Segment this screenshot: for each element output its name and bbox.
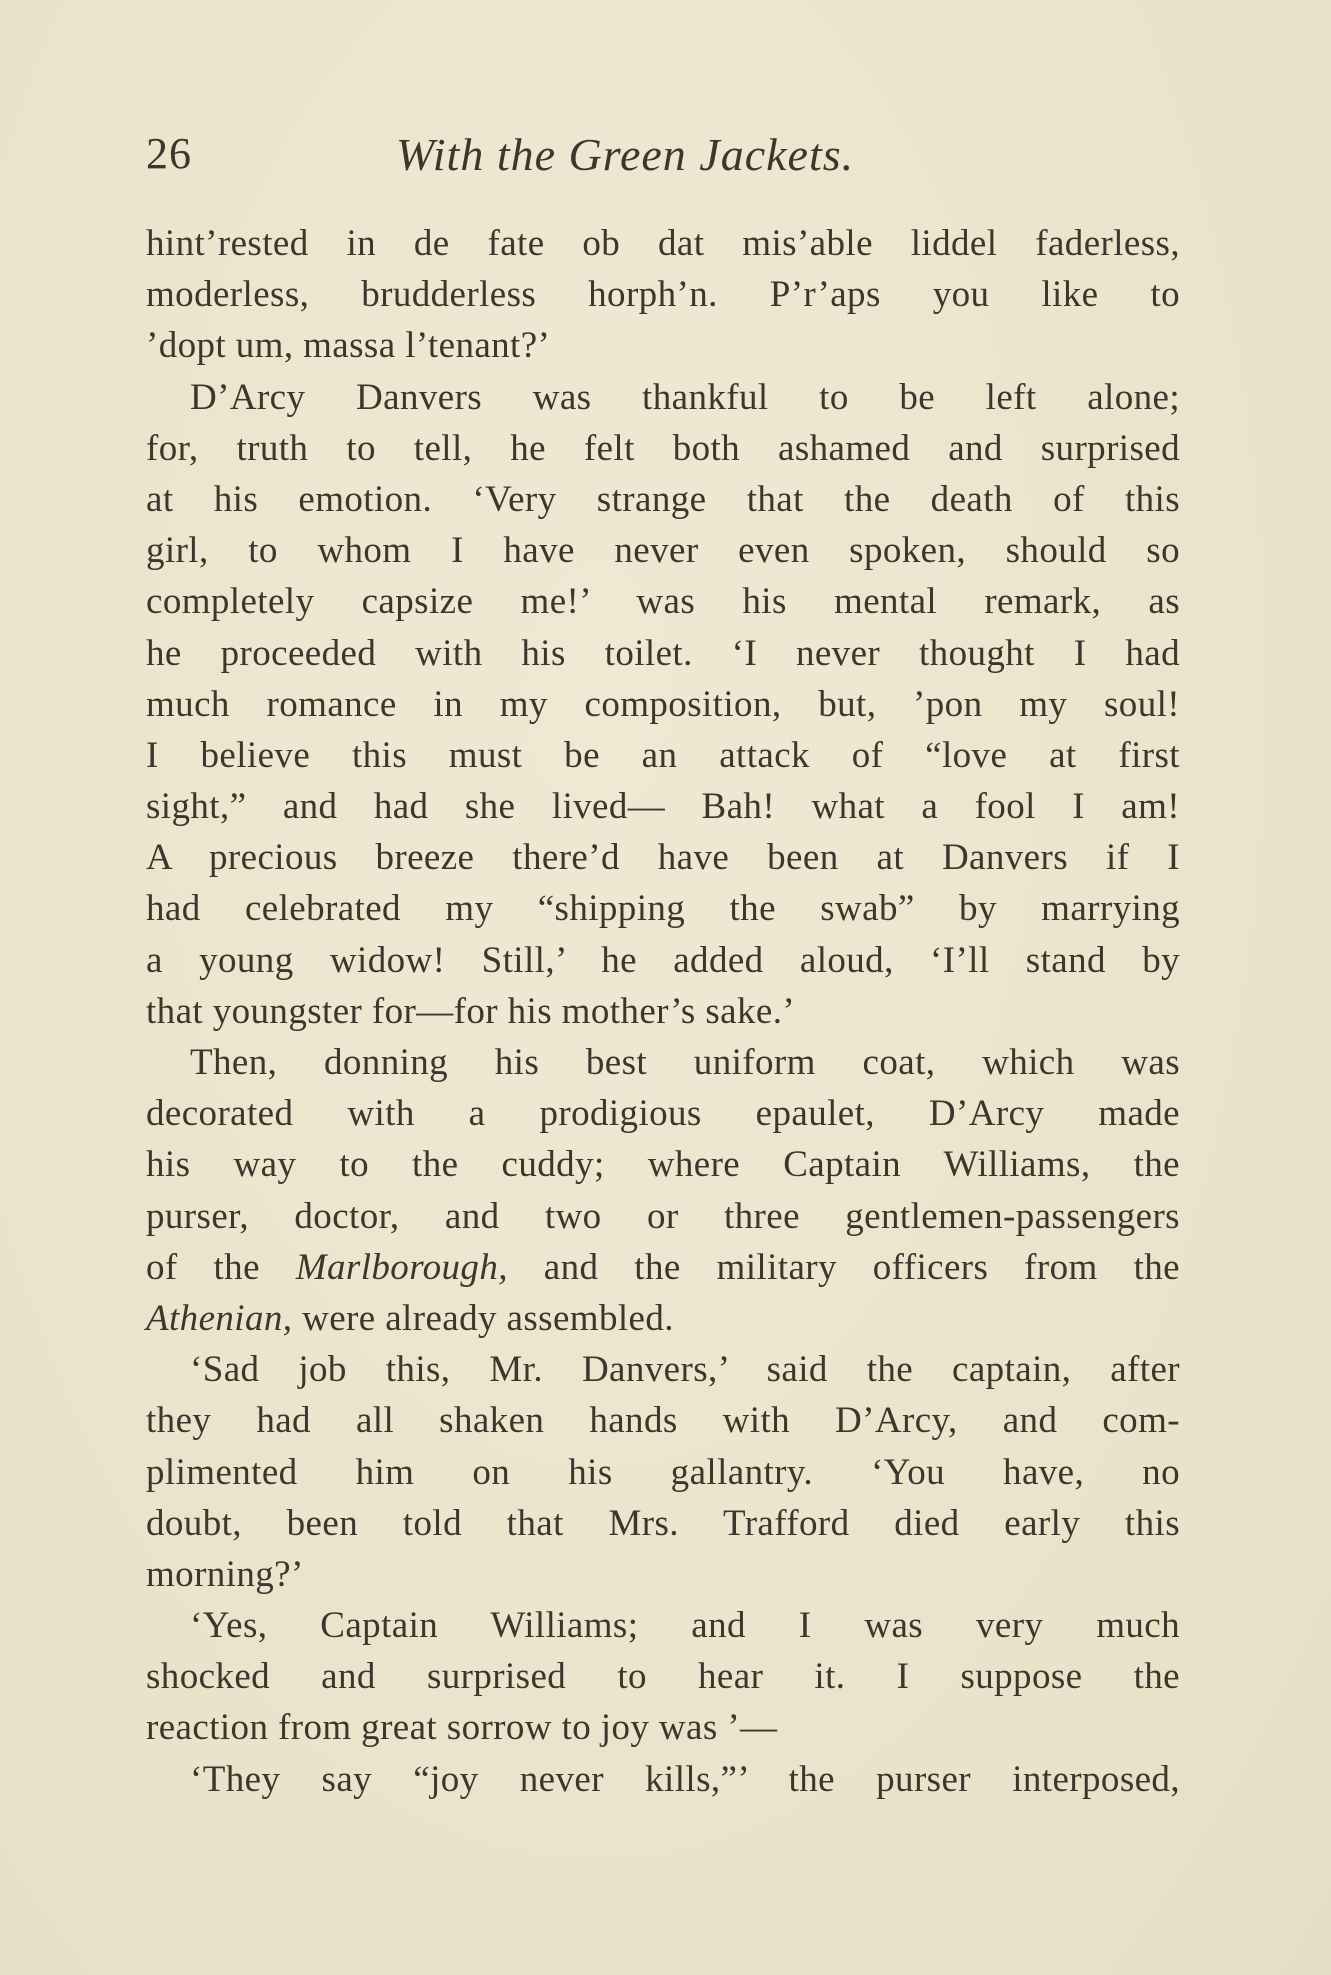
ship-name: Athenian, bbox=[146, 1297, 293, 1339]
text-line: much romance in my composition, but, ’pon my soul! bbox=[146, 683, 1180, 725]
running-title: With the Green Jackets. bbox=[396, 129, 855, 180]
text-line: ‘Sad job this, Mr. Danvers,’ said the captain, after bbox=[190, 1349, 1180, 1391]
text-line: plimented him on his gallantry. ‘You have, no bbox=[146, 1451, 1180, 1493]
text-line: D’Arcy Danvers was thankful to be left alone; bbox=[190, 376, 1180, 418]
text-line: a young widow! Still,’ he added aloud, ‘I’ll stand by bbox=[146, 939, 1180, 981]
text-line: he proceeded with his toilet. ‘I never thought I had bbox=[146, 632, 1180, 674]
text-line: they had all shaken hands with D’Arcy, and com- bbox=[146, 1400, 1180, 1442]
text-line: that youngster for—for his mother’s sake.’ bbox=[146, 990, 796, 1032]
text-line: ‘They say “joy never kills,”’ the purser interposed, bbox=[190, 1758, 1180, 1800]
running-head bbox=[146, 128, 1186, 188]
text-run: of the bbox=[146, 1246, 296, 1288]
text-line: ’dopt um, massa l’tenant?’ bbox=[146, 325, 551, 367]
text-line: his way to the cuddy; where Captain Williams, the bbox=[146, 1144, 1180, 1186]
text-line: A precious breeze there’d have been at Danvers if I bbox=[146, 837, 1180, 879]
text-line: doubt, been told that Mrs. Trafford died early this bbox=[146, 1502, 1180, 1544]
text-line: at his emotion. ‘Very strange that the death of this bbox=[146, 478, 1180, 520]
text-run: and the military officers from the bbox=[507, 1246, 1180, 1288]
text-line: I believe this must be an attack of “love at first bbox=[146, 734, 1180, 776]
text-run: were already assembled. bbox=[292, 1297, 674, 1339]
text-line bbox=[146, 1293, 1180, 1344]
text-line bbox=[146, 1242, 1180, 1293]
text-line: ‘Yes, Captain Williams; and I was very much bbox=[190, 1605, 1180, 1647]
body-text bbox=[146, 218, 1180, 1805]
text-line: sight,” and had she lived— Bah! what a fool I am! bbox=[146, 786, 1180, 828]
text-line: hint’rested in de fate ob dat mis’able liddel faderless, bbox=[146, 223, 1180, 264]
text-line: moderless, brudderless horph’n. P’r’aps you like to bbox=[146, 274, 1180, 316]
ship-name: Marlborough, bbox=[295, 1246, 508, 1288]
text-line: Then, donning his best uniform coat, which was bbox=[190, 1042, 1180, 1083]
text-line: purser, doctor, and two or three gentlemen-passengers bbox=[146, 1195, 1180, 1237]
text-line: shocked and surprised to hear it. I suppose the bbox=[146, 1656, 1180, 1698]
text-line: for, truth to tell, he felt both ashamed and surprised bbox=[146, 427, 1180, 469]
text-line: reaction from great sorrow to joy was ’— bbox=[146, 1707, 778, 1749]
text-line: morning?’ bbox=[146, 1553, 304, 1595]
text-line: had celebrated my “shipping the swab” by marrying bbox=[146, 888, 1180, 930]
text-line: decorated with a prodigious epaulet, D’Arcy made bbox=[146, 1093, 1180, 1135]
text-line: completely capsize me!’ was his mental remark, as bbox=[146, 581, 1180, 623]
page-number: 26 bbox=[146, 129, 192, 178]
text-line: girl, to whom I have never even spoken, should so bbox=[146, 530, 1180, 572]
